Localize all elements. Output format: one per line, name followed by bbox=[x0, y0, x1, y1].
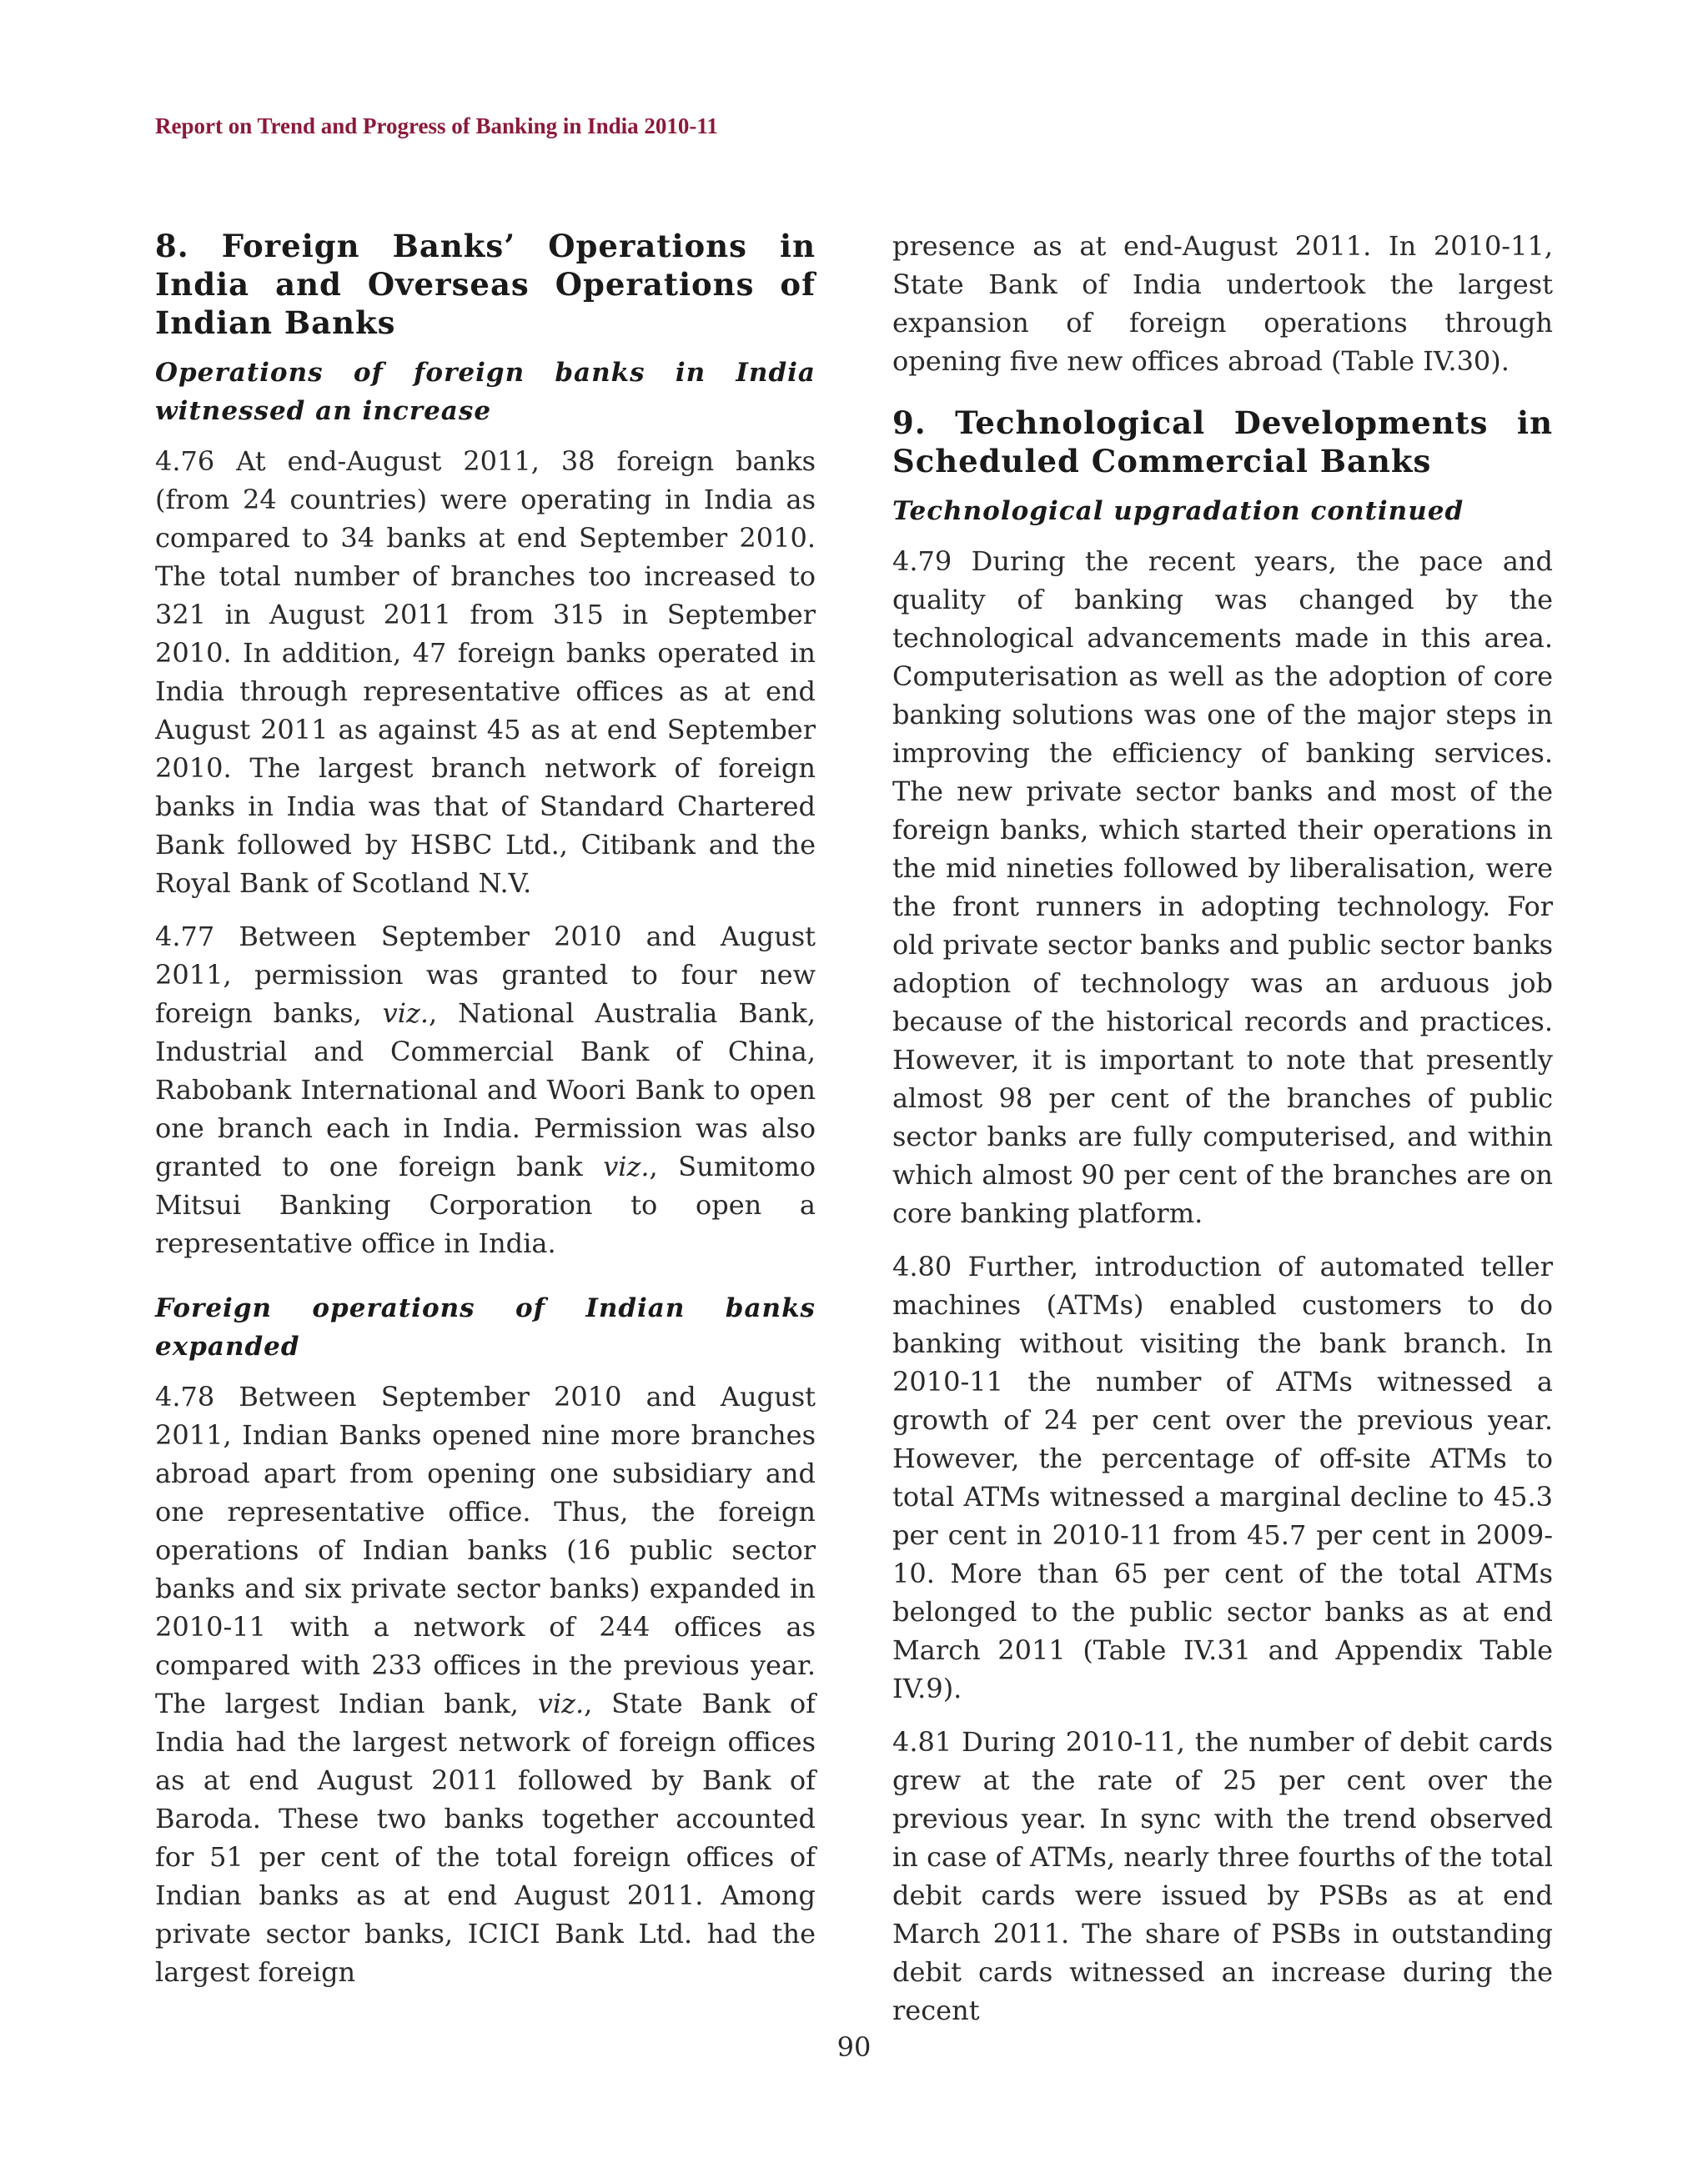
paragraph-4-77-text-3: , Sumitomo Mitsui Banking Corporation to open a representative office in India. bbox=[155, 1151, 816, 1259]
subheading-technological-upgradation: Technological upgradation continued bbox=[892, 496, 1464, 526]
section-8-heading: 8. Foreign Banks’ Operations in India and Overseas Operations of Indian Banks bbox=[155, 228, 816, 341]
left-column bbox=[155, 227, 816, 2006]
page-number: 90 bbox=[836, 2031, 872, 2063]
paragraph-4-78 bbox=[155, 1378, 816, 1991]
paragraph-continued: presence as at end-August 2011. In 2010-11, State Bank of India undertook the largest expansion of foreign operations through opening five new offices abroad (Table IV.30). bbox=[892, 230, 1553, 377]
paragraph-4-77-text-2: , National Australia Bank, Industrial and Commercial Bank of China, Rabobank International and Woori Bank to open one branch each in India. Permission was also granted to one foreign bank bbox=[155, 997, 816, 1182]
subheading-foreign-banks-in-india: Operations of foreign banks in India witnessed an increase bbox=[155, 358, 816, 426]
viz-italic: viz. bbox=[382, 997, 430, 1029]
paragraph-4-78-text-2: , State Bank of India had the largest network of foreign offices as at end August 2011 followed by Bank of Baroda. These two banks together accounted for 51 per cent of the total foreign offices of Indian banks as at end August 2011. Among private sector banks, ICICI Bank Ltd. had the largest foreign bbox=[155, 1688, 816, 1988]
paragraph-4-77 bbox=[155, 917, 816, 1262]
paragraph-4-79: 4.79 During the recent years, the pace and quality of banking was changed by the technological advancements made in this area. Computerisation as well as the adoption of core banking solutions was one of the major steps in improving the efficiency of banking services. The new private sector banks and most of the foreign banks, which started their operations in the mid nineties followed by liberalisation, were the front runners in adopting technology. For old private sector banks and public sector banks adoption of technology was an arduous job because of the historical records and practices. However, it is important to note that presently almost 98 per cent of the branches of public sector banks are fully computerised, and within which almost 90 per cent of the branches are on core banking platform. bbox=[892, 545, 1553, 1229]
paragraph-4-77-text-1: 4.77 Between September 2010 and August 2011, permission was granted to four new foreign banks, bbox=[155, 921, 816, 1029]
viz-italic: viz. bbox=[603, 1151, 650, 1182]
paragraph-4-80: 4.80 Further, introduction of automated teller machines (ATMs) enabled customers to do banking without visiting the bank branch. In 2010-11 the number of ATMs witnessed a growth of 24 per cent over the previous year. However, the percentage of off-site ATMs to total ATMs witnessed a marginal decline to 45.3 per cent in 2010-11 from 45.7 per cent in 2009-10. More than 65 per cent of the total ATMs belonged to the public sector banks as at end March 2011 (Table IV.31 and Appendix Table IV.9). bbox=[892, 1251, 1553, 1704]
paragraph-4-76: 4.76 At end-August 2011, 38 foreign banks (from 24 countries) were operating in India as compared to 34 banks at end September 2010. The total number of branches too increased to 321 in August 2011 from 315 in September 2010. In addition, 47 foreign banks operated in India through representative offices as at end August 2011 as against 45 as at end September 2010. The largest branch network of foreign banks in India was that of Standard Chartered Bank followed by HSBC Ltd., Citibank and the Royal Bank of Scotland N.V. bbox=[155, 445, 816, 899]
subheading-foreign-operations-indian-banks: Foreign operations of Indian banks expanded bbox=[155, 1293, 816, 1362]
running-header: Report on Trend and Progress of Banking in India 2010-11 bbox=[155, 113, 718, 138]
viz-italic: viz. bbox=[537, 1688, 585, 1719]
paragraph-4-81: 4.81 During 2010-11, the number of debit cards grew at the rate of 25 per cent over the previous year. In sync with the trend observed in case of ATMs, nearly three fourths of the total debit cards were issued by PSBs as at end March 2011. The share of PSBs in outstanding debit cards witnessed an increase during the recent bbox=[892, 1726, 1553, 2026]
right-column bbox=[892, 227, 1553, 2045]
paragraph-4-78-text-1: 4.78 Between September 2010 and August 2011, Indian Banks opened nine more branches abroad apart from opening one subsidiary and one representative office. Thus, the foreign operations of Indian banks (16 public sector banks and six private sector banks) expanded in 2010-11 with a network of 244 offices as compared with 233 offices in the previous year. The largest Indian bank, bbox=[155, 1381, 816, 1719]
section-9-heading: 9. Technological Developments in Scheduled Commercial Banks bbox=[892, 404, 1553, 479]
